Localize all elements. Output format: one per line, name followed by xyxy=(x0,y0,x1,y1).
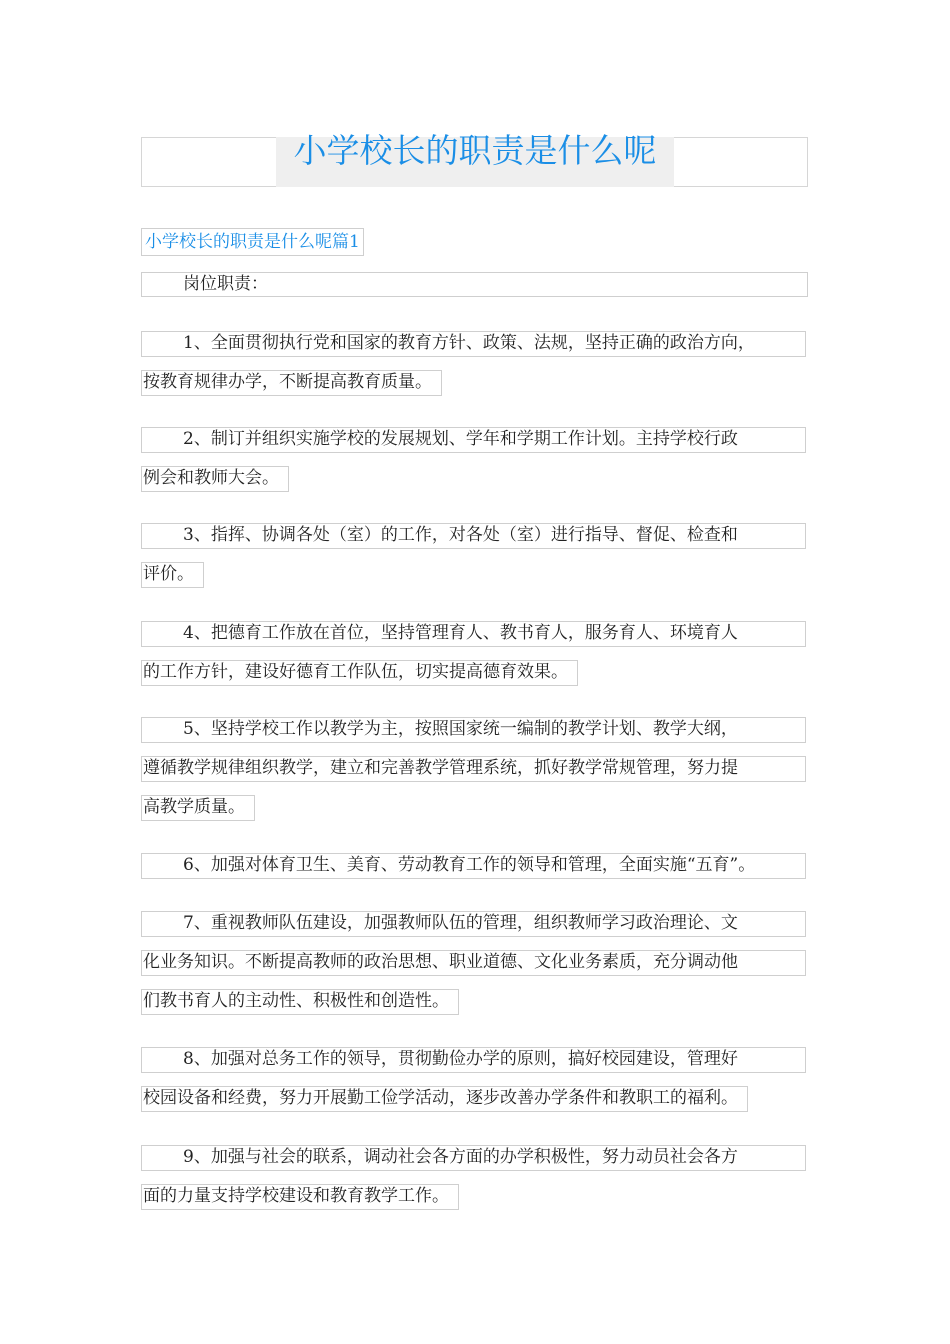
duty-8-line-1: 8、加强对总务工作的领导，贯彻勤俭办学的原则，搞好校园建设，管理好 xyxy=(183,1049,738,1069)
page-title: 小学校长的职责是什么呢 xyxy=(293,131,657,170)
line-frame xyxy=(141,562,204,588)
duty-7-line-3: 们教书育人的主动性、积极性和创造性。 xyxy=(143,991,449,1011)
section-heading: 小学校长的职责是什么呢篇1 xyxy=(141,228,364,256)
duty-8-line-2: 校园设备和经费，努力开展勤工俭学活动，逐步改善办学条件和教职工的福利。 xyxy=(143,1088,738,1108)
duty-7-line-1: 7、重视教师队伍建设，加强教师队伍的管理，组织教师学习政治理论、文 xyxy=(183,913,738,933)
duty-4-line-2: 的工作方针，建设好德育工作队伍，切实提高德育效果。 xyxy=(143,662,568,682)
duty-1-line-2: 按教育规律办学，不断提高教育质量。 xyxy=(143,372,432,392)
line-frame xyxy=(141,1184,459,1210)
line-frame xyxy=(141,370,442,396)
line-frame xyxy=(141,795,255,821)
line-frame xyxy=(141,989,459,1015)
line-frame xyxy=(141,717,806,743)
duty-3-line-1: 3、指挥、协调各处（室）的工作，对各处（室）进行指导、督促、检查和 xyxy=(183,525,738,545)
line-frame xyxy=(141,1047,806,1073)
duty-5-line-3: 高教学质量。 xyxy=(143,797,245,817)
duty-1-line-1: 1、全面贯彻执行党和国家的教育方针、政策、法规，坚持正确的政治方向， xyxy=(183,333,755,353)
duty-9-line-2: 面的力量支持学校建设和教育教学工作。 xyxy=(143,1186,449,1206)
duty-5-line-2: 遵循教学规律组织教学，建立和完善教学管理系统，抓好教学常规管理，努力提 xyxy=(143,758,738,778)
line-frame xyxy=(141,911,806,937)
line-frame xyxy=(141,621,806,647)
line-frame xyxy=(141,1086,748,1112)
duty-9-line-1: 9、加强与社会的联系，调动社会各方面的办学积极性，努力动员社会各方 xyxy=(183,1147,738,1167)
line-frame xyxy=(141,1145,806,1171)
duty-7-line-2: 化业务知识。不断提高教师的政治思想、职业道德、文化业务素质，充分调动他 xyxy=(143,952,738,972)
duty-2-line-1: 2、制订并组织实施学校的发展规划、学年和学期工作计划。主持学校行政 xyxy=(183,429,738,449)
duty-4-line-1: 4、把德育工作放在首位，坚持管理育人、教书育人，服务育人、环境育人 xyxy=(183,623,738,643)
line-frame xyxy=(141,756,806,782)
duty-3-line-2: 评价。 xyxy=(143,564,194,584)
line-frame xyxy=(141,660,578,686)
duty-6-line-1: 6、加强对体育卫生、美育、劳动教育工作的领导和管理，全面实施“五育”。 xyxy=(183,855,756,875)
duty-2-line-2: 例会和教师大会。 xyxy=(143,468,279,488)
line-frame xyxy=(141,523,806,549)
line-frame xyxy=(141,331,806,357)
line-frame xyxy=(141,427,806,453)
line-frame xyxy=(141,466,289,492)
duty-5-line-1: 5、坚持学校工作以教学为主，按照国家统一编制的教学计划、教学大纲， xyxy=(183,719,738,739)
intro-text: 岗位职责： xyxy=(183,274,268,294)
line-frame xyxy=(141,853,806,879)
line-frame xyxy=(141,950,806,976)
